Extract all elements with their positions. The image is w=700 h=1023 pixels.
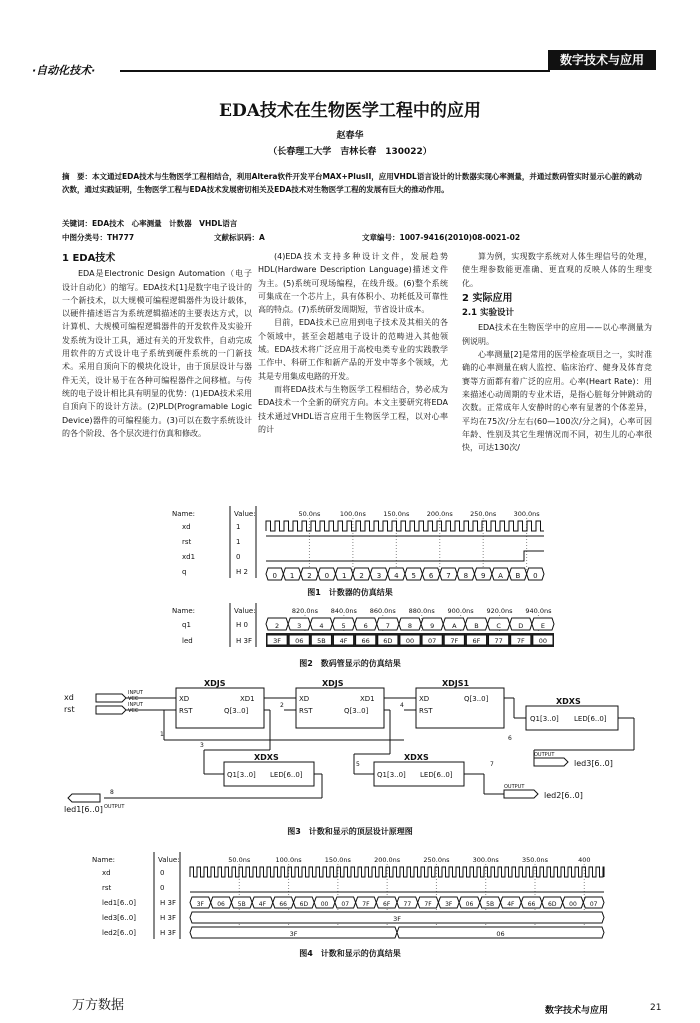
q1-bus-value: B bbox=[474, 622, 479, 630]
clc-number: 中图分类号：TH777 bbox=[62, 233, 135, 242]
led1-bus-value: 5B bbox=[237, 901, 246, 908]
time-tick: 150.0ns bbox=[324, 856, 351, 864]
q-bus-value: A bbox=[498, 572, 503, 580]
q-bus-value: 2 bbox=[307, 572, 312, 580]
signal-name: xd bbox=[102, 869, 111, 877]
column-header-name: Name: bbox=[172, 510, 196, 518]
signal-value: H 3F bbox=[160, 914, 176, 922]
led1-bus-value: 06 bbox=[465, 901, 474, 908]
output-tag: OUTPUT bbox=[104, 804, 125, 810]
led-value: 4F bbox=[339, 637, 348, 645]
led1-bus-value: 6D bbox=[299, 901, 309, 908]
signal-value: H 3F bbox=[160, 929, 176, 937]
time-tick: 860.0ns bbox=[369, 607, 396, 615]
led-value: 5B bbox=[317, 637, 326, 645]
led1-bus-value: 6F bbox=[383, 901, 391, 908]
figure-2-caption: 图2 数码管显示的仿真结果 bbox=[299, 659, 401, 668]
column-header-name: Name: bbox=[172, 607, 196, 615]
signal-value: 0 bbox=[236, 553, 241, 561]
time-tick: 250.0ns bbox=[470, 510, 497, 518]
time-tick: 840.0ns bbox=[330, 607, 357, 615]
q1-bus-value: 4 bbox=[319, 622, 324, 630]
watermark: 万方数据 bbox=[72, 998, 125, 1013]
input-tag: INPUT bbox=[128, 690, 143, 696]
time-tick: 400 bbox=[578, 856, 591, 864]
signal-name: led bbox=[182, 637, 193, 645]
led-value: 00 bbox=[538, 637, 548, 645]
signal-name: xd1 bbox=[182, 553, 196, 561]
port: XD bbox=[179, 695, 190, 703]
vcc-tag: VCC bbox=[128, 696, 139, 702]
time-tick: 200.0ns bbox=[374, 856, 401, 864]
time-tick: 940.0ns bbox=[525, 607, 552, 615]
port: XD1 bbox=[240, 695, 255, 703]
led-value: 77 bbox=[494, 637, 503, 645]
led2-bus-value: 3F bbox=[289, 930, 298, 938]
block-title: XDXS bbox=[404, 753, 429, 762]
figure-4-caption: 图4 计数和显示的仿真结果 bbox=[299, 949, 401, 958]
column-header-value: Value: bbox=[158, 856, 180, 864]
input-pin-xd bbox=[96, 694, 126, 702]
time-tick: 100.0ns bbox=[339, 510, 366, 518]
signal-name: led3[6..0] bbox=[102, 914, 136, 922]
wire-number: 8 bbox=[110, 789, 114, 796]
xd1-wave bbox=[266, 551, 544, 561]
abstract: 摘 要：本文通过EDA技术与生物医学工程相结合，利用Altera软件开发平台MAX+PlusII，应用VHDL语言设计的计数器实现心率测量，并通过数码管实时显示心脏的跳动次数，通过实践证明，生物医学工程与EDA技术发展密切相关及EDA技术对生物医学工程的发展有巨大的推动作用。 bbox=[62, 172, 642, 194]
q-bus-value: 0 bbox=[272, 572, 277, 580]
q1-bus-value: A bbox=[452, 622, 457, 630]
paragraph: 心率测量[2]是常用的医学检查项目之一，实时准确的心率测量在病人监控、临床治疗、健身及体育竞赛等方面都有着广泛的应用。心率(Heart Rate)：用来描述心动周期的专业术语，是指心脏每分钟跳动的次数。正常成年人安静时的心率有显著的个体差异，平均在75次/分左右(60—100次/分之间)，心率可因年龄、性别及其它生理情况而不同，初生儿的心率很快，可达130次/ bbox=[462, 350, 652, 453]
signal-name: led2[6..0] bbox=[102, 929, 136, 937]
led1-bus-value: 6D bbox=[548, 901, 557, 908]
q-bus-value: 0 bbox=[533, 572, 538, 580]
journal-banner: 数字技术与应用 bbox=[548, 50, 656, 70]
time-tick: 900.0ns bbox=[447, 607, 474, 615]
author: 赵春华 bbox=[336, 131, 364, 141]
q1-bus-value: E bbox=[540, 622, 545, 630]
clock-wave bbox=[266, 521, 544, 531]
port: XD bbox=[419, 695, 430, 703]
time-tick: 50.0ns bbox=[298, 510, 321, 518]
wire-number: 4 bbox=[400, 702, 404, 709]
led-value: 66 bbox=[361, 637, 370, 645]
port: XD bbox=[299, 695, 310, 703]
led1-bus-value: 00 bbox=[320, 901, 329, 908]
led-value: 7F bbox=[450, 637, 459, 645]
signal-value: H 0 bbox=[236, 621, 248, 629]
block-xdxs-2 bbox=[224, 753, 314, 786]
output-pin-led2 bbox=[504, 790, 538, 798]
signal-name: rst bbox=[182, 538, 192, 546]
q-bus-value: 9 bbox=[480, 572, 486, 580]
output-led2: led2[6..0] bbox=[544, 791, 583, 800]
page-number: 21 bbox=[650, 1003, 662, 1013]
time-tick: 200.0ns bbox=[426, 510, 453, 518]
q1-bus-value: C bbox=[496, 622, 501, 630]
q-bus-value: 5 bbox=[411, 572, 416, 580]
led1-bus-value: 4F bbox=[258, 901, 267, 908]
column-header-value: Value: bbox=[234, 607, 256, 615]
affiliation: （长春理工大学 吉林长春 130022） bbox=[268, 147, 432, 157]
led-value: 07 bbox=[428, 637, 437, 645]
column-1 bbox=[62, 250, 252, 440]
q-bus-value: 1 bbox=[289, 572, 295, 580]
paper-title: EDA技术在生物医学工程中的应用 bbox=[219, 101, 481, 121]
signal-value: 1 bbox=[236, 538, 241, 546]
port: LED[6..0] bbox=[420, 771, 453, 779]
time-tick: 820.0ns bbox=[291, 607, 318, 615]
article-number: 文章编号：1007-9416(2010)08-0021-02 bbox=[362, 233, 521, 242]
port: Q1[3..0] bbox=[530, 715, 559, 723]
section-heading: 2 实际应用 bbox=[462, 292, 513, 304]
block-title: XDJS bbox=[322, 680, 344, 688]
led1-bus-value: 4F bbox=[507, 901, 515, 908]
block-title: XDJS bbox=[204, 680, 226, 688]
paragraph: 目前，EDA技术已应用到电子技术及其相关的各个领域中，甚至会超越电子设计的范畴进入其他领域。EDA技术将广泛应用于高校电类专业的实践教学工作中、科研工作和新产品的开发中等多个领域，尤其是专用集成电路的开发。 bbox=[258, 318, 448, 381]
q1-bus-value: 6 bbox=[363, 622, 368, 630]
time-tick: 880.0ns bbox=[408, 607, 435, 615]
port: Q1[3..0] bbox=[227, 771, 256, 779]
subsection-heading: 2.1 实验设计 bbox=[462, 308, 515, 319]
time-tick: 300.0ns bbox=[513, 510, 540, 518]
port: Q1[3..0] bbox=[377, 771, 406, 779]
section-label: ·自动化技术· bbox=[32, 64, 96, 77]
led1-bus-value: 77 bbox=[403, 901, 412, 908]
column-header-value: Value: bbox=[234, 510, 256, 518]
output-tag: OUTPUT bbox=[534, 752, 555, 758]
column-header-name: Name: bbox=[92, 856, 116, 864]
time-tick: 150.0ns bbox=[383, 510, 410, 518]
input-tag: INPUT bbox=[128, 702, 143, 708]
q-bus-value: 8 bbox=[463, 572, 469, 580]
keywords: 关键词：EDA技术 心率测量 计数器 VHDL语言 bbox=[62, 219, 238, 228]
vcc-tag: VCC bbox=[128, 708, 139, 714]
time-tick: 920.0ns bbox=[486, 607, 513, 615]
port: LED[6..0] bbox=[574, 715, 607, 723]
output-pin-led3 bbox=[534, 758, 568, 766]
wire-number: 7 bbox=[490, 761, 494, 768]
output-led1: led1[6..0] bbox=[64, 805, 103, 814]
led1-bus-value: 3F bbox=[196, 901, 204, 908]
port: RST bbox=[419, 707, 433, 715]
q-bus-value: 0 bbox=[324, 572, 330, 580]
block-title: XDXS bbox=[556, 697, 581, 706]
q-bus-value: 1 bbox=[341, 572, 347, 580]
column-3 bbox=[462, 250, 652, 454]
q-bus-value: 4 bbox=[394, 572, 399, 580]
signal-name: q bbox=[182, 568, 187, 576]
time-tick: 250.0ns bbox=[423, 856, 450, 864]
port: RST bbox=[299, 707, 313, 715]
column-2 bbox=[258, 250, 448, 436]
wire-number: 1 bbox=[160, 731, 164, 738]
paragraph: (4)EDA技术支持多种设计文件，发展趋势HDL(Hardware Description Language)描述文件为主。(5)系统可现场编程，在线升级。(6)整个系统可集成在一个芯片上，具有体积小、功耗低及可靠性高的特点。(7)系统研发周期短，节省设计成本。 bbox=[258, 252, 448, 315]
q-bus-value: B bbox=[515, 572, 521, 580]
signal-name: q1 bbox=[182, 621, 191, 629]
q1-bus-value: 5 bbox=[341, 622, 346, 630]
q-bus-value: 2 bbox=[359, 572, 364, 580]
figure-3-caption: 图3 计数和显示的顶层设计原理图 bbox=[287, 827, 413, 836]
led1-bus-value: 7F bbox=[424, 901, 432, 908]
output-pin-led1 bbox=[68, 794, 100, 802]
led-value: 06 bbox=[295, 637, 304, 645]
signal-value: 0 bbox=[160, 869, 165, 877]
header-rule bbox=[120, 70, 550, 72]
q1-bus-value: 3 bbox=[297, 622, 302, 630]
figure-3-schematic bbox=[64, 680, 644, 820]
port: XD1 bbox=[360, 695, 375, 703]
q-bus-value: 7 bbox=[446, 572, 451, 580]
time-tick: 100.0ns bbox=[275, 856, 302, 864]
block-xdxs-1 bbox=[526, 697, 618, 730]
clock-wave bbox=[190, 867, 604, 877]
signal-value: H 3F bbox=[160, 899, 176, 907]
led1-bus-value: 5B bbox=[486, 901, 495, 908]
led-value: 7F bbox=[516, 637, 525, 645]
time-tick: 350.0ns bbox=[521, 856, 549, 864]
wire-number: 6 bbox=[508, 735, 512, 742]
led-value: 6D bbox=[383, 637, 393, 645]
signal-name: xd bbox=[182, 523, 191, 531]
q1-bus-value: 9 bbox=[430, 622, 435, 630]
led1-bus-value: 07 bbox=[589, 901, 598, 908]
paragraph: EDA技术在生物医学中的应用——以心率测量为例说明。 bbox=[462, 323, 652, 346]
figure-1-caption: 图1 计数器的仿真结果 bbox=[307, 588, 393, 597]
port: Q[3..0] bbox=[224, 707, 249, 715]
led-value: 6F bbox=[472, 637, 481, 645]
q-bus-value: 3 bbox=[376, 572, 382, 580]
led1-bus-value: 07 bbox=[341, 901, 350, 908]
document-code: 文献标识码：A bbox=[214, 233, 265, 242]
signal-value: H 2 bbox=[236, 568, 248, 576]
paragraph: 而将EDA技术与生物医学工程相结合，势必成为EDA技术一个全新的研究方向。本文主要研究将EDA技术通过VHDL语言应用于生物医学工程，以对心率的计 bbox=[258, 384, 448, 434]
led-value: 00 bbox=[405, 637, 415, 645]
q1-bus-value: 2 bbox=[275, 622, 280, 630]
led1-bus-value: 66 bbox=[527, 901, 536, 908]
q1-bus-value: D bbox=[518, 622, 524, 630]
output-led3: led3[6..0] bbox=[574, 759, 613, 768]
input-rst: rst bbox=[64, 705, 75, 714]
port: Q[3..0] bbox=[344, 707, 369, 715]
output-tag: OUTPUT bbox=[504, 784, 525, 790]
q-bus-value: 6 bbox=[428, 572, 434, 580]
input-xd: xd bbox=[64, 693, 74, 702]
paragraph: 算为例，实现数字系统对人体生理信号的处理，使生理参数能更准确、更直观的反映人体的生理变化。 bbox=[462, 252, 652, 288]
wire-number: 2 bbox=[280, 702, 284, 709]
wire-number: 3 bbox=[200, 742, 204, 749]
signal-value: 1 bbox=[236, 523, 241, 531]
figure-1-waveform bbox=[168, 506, 548, 586]
figure-2-waveform bbox=[168, 603, 558, 653]
block-xdxs-3 bbox=[374, 753, 464, 786]
wire-number: 5 bbox=[356, 761, 360, 768]
led1-bus-value: 3F bbox=[445, 901, 453, 908]
time-tick: 300.0ns bbox=[472, 856, 499, 864]
q1-bus-value: 8 bbox=[407, 622, 413, 630]
signal-value: 0 bbox=[160, 884, 165, 892]
port: Q[3..0] bbox=[464, 695, 489, 703]
block-title: XDJS1 bbox=[442, 680, 470, 688]
time-tick: 50.0ns bbox=[228, 856, 251, 864]
led3-bus-value: 3F bbox=[393, 915, 401, 923]
signal-name: rst bbox=[102, 884, 112, 892]
port: LED[6..0] bbox=[270, 771, 303, 779]
led1-bus-value: 00 bbox=[569, 901, 577, 908]
q1-bus-value: 7 bbox=[385, 622, 390, 630]
signal-name: led1[6..0] bbox=[102, 899, 136, 907]
block-xdjs-2 bbox=[296, 680, 384, 728]
footer-journal: 数字技术与应用 bbox=[545, 1006, 609, 1016]
port: RST bbox=[179, 707, 193, 715]
input-pin-rst bbox=[96, 706, 126, 714]
section-heading: 1 EDA技术 bbox=[62, 253, 116, 264]
led1-bus-value: 66 bbox=[279, 901, 287, 908]
led1-bus-value: 06 bbox=[217, 901, 225, 908]
block-xdjs1 bbox=[416, 680, 504, 728]
block-title: XDXS bbox=[254, 753, 279, 762]
led2-bus-value: 06 bbox=[496, 930, 505, 938]
led1-bus-value: 7F bbox=[362, 901, 370, 908]
paragraph: EDA是Electronic Design Automation（电子设计自动化）的缩写。EDA技术[1]是数字电子设计的一个新技术，以大规模可编程逻辑器件为设计载体，以硬件描述语言为系统逻辑描述的主要表达方式，以计算机、大规模可编程逻辑器件的开发软件及实验开发系统为设计工具，通过有关的开发软件，自动完成用软件的方式设计电子系统到硬件系统的一门新技术。采用自顶向下的模块化设计，由于顶层设计与器件无关，设计易于在各种可编程器件之间移植。与传统的电子设计相比具有明显的优势：(1)EDA技术采用自顶向下的设计方法。(2)PLD(Programable Logic Device)器件的可编程能力。(3)可以在数字系统设计的各个阶段、各个层次进行仿真和修改。 bbox=[62, 269, 252, 438]
figure-4-waveform bbox=[88, 852, 608, 944]
led-value: 3F bbox=[273, 637, 282, 645]
block-xdjs-1 bbox=[176, 680, 264, 728]
signal-value: H 3F bbox=[236, 637, 252, 645]
